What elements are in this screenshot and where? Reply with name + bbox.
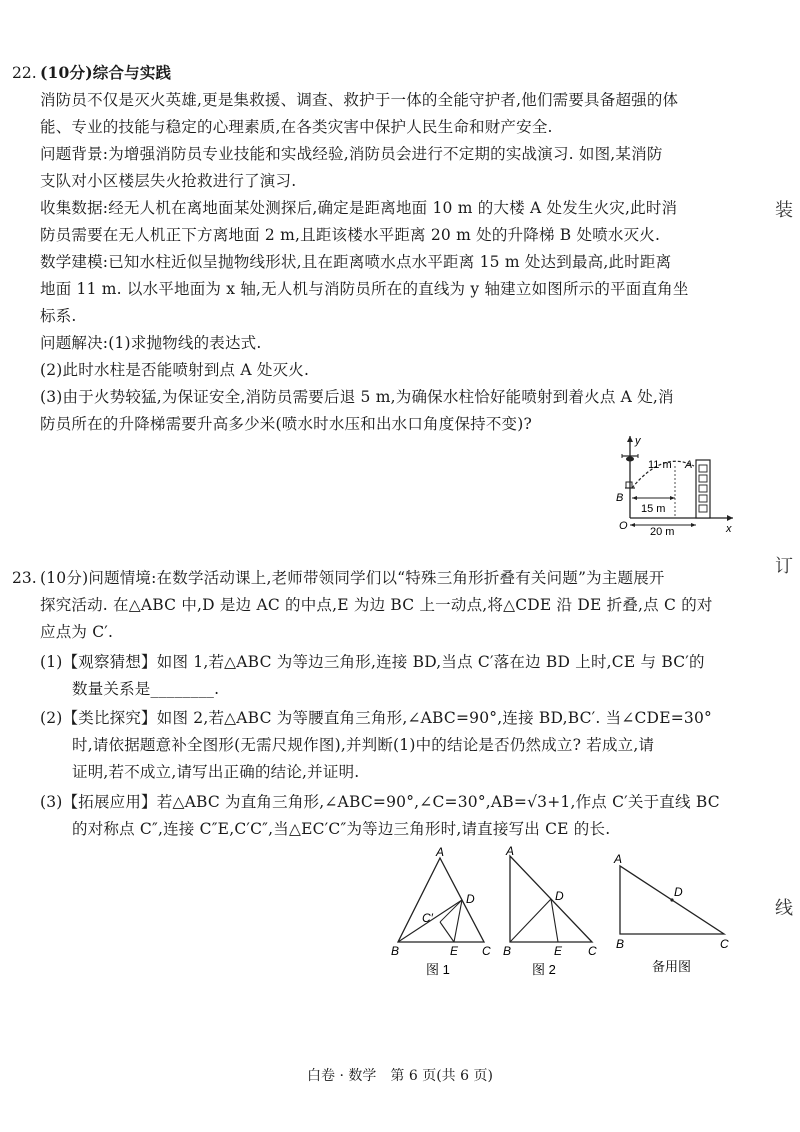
q22-number: 22. [12, 64, 37, 82]
q22-line-11: (2)此时水柱是否能喷射到点 A 处灭火. [40, 361, 310, 379]
q23-line-4: (1)【观察猜想】如图 1,若△ABC 为等边三角形,连接 BD,当点 C′落在边 BD 上时,CE 与 BC′的 [40, 653, 705, 671]
q22-line-1: 消防员不仅是灭火英雄,更是集救援、调查、救护于一体的全能守护者,他们需要具备超强的体 [40, 91, 679, 109]
fig1-label-d: D [466, 892, 475, 906]
q23-number: 23. [12, 569, 37, 587]
q23-figure-2 [500, 846, 606, 976]
q23-line-10: 的对称点 C″,连接 C″E,C′C″,当△EC′C″为等边三角形时,请直接写出 CE 的长. [72, 820, 611, 838]
q23-line-6: (2)【类比探究】如图 2,若△ABC 为等腰直角三角形,∠ABC=90°,连接 BD,BC′. 当∠CDE=30° [40, 709, 712, 727]
origin-label: O [619, 520, 628, 532]
point-b-label: B [616, 492, 624, 504]
q22-line-2: 能、专业的技能与稳定的心理素质,在各类灾害中保护人民生命和财产安全. [40, 118, 553, 136]
q22-figure [608, 432, 740, 536]
fig2-label-d: D [555, 889, 564, 903]
q23-line-9: (3)【拓展应用】若△ABC 为直角三角形,∠ABC=90°,∠C=30°,AB=√3+1,作点 C′关于直线 BC [40, 793, 720, 811]
q22-line-13: 防员所在的升降梯需要升高多少米(喷水时水压和出水口角度保持不变)? [40, 415, 533, 433]
fig2-caption: 图 2 [532, 962, 556, 976]
dim-20-arrow-left [630, 523, 635, 527]
fig1-caption: 图 1 [426, 962, 450, 976]
fig3-label-a: A [614, 852, 623, 866]
point-a-label: A [685, 459, 693, 471]
fig2-label-e: E [554, 944, 563, 958]
fig2-label-b: B [503, 944, 512, 958]
fig2-label-a: A [506, 846, 515, 858]
page-footer: 白卷 · 数学 第 6 页(共 6 页) [307, 1068, 493, 1084]
q22-line-6: 防员需要在无人机正下方离地面 2 m,且距该楼水平距离 20 m 处的升降梯 B 处喷水灭火. [40, 226, 661, 244]
fig1-label-e: E [450, 944, 459, 958]
q23-line-5: 数量关系是________. [72, 680, 220, 698]
dim-20-arrow-right [691, 523, 696, 527]
q23-line-3: 应点为 C′. [40, 623, 114, 641]
fig1-label-b: B [391, 944, 400, 958]
q23-line-1: (10分)问题情境:在数学活动课上,老师带领同学们以“特殊三角形折叠有关问题”为主题展开 [40, 569, 665, 587]
fig3-label-b: B [616, 937, 625, 951]
y-axis-arrow [627, 436, 633, 442]
q22-line-4: 支队对小区楼层失火抢救进行了演习. [40, 172, 297, 190]
margin-mark-top: 装 [772, 200, 793, 218]
dim-11m: 11 m [648, 459, 672, 471]
dim-15-arrow-right [670, 496, 675, 500]
q23-line-7: 时,请依据题意补全图形(无需尺规作图),并判断(1)中的结论是否仍然成立? 若成立,请 [72, 736, 655, 754]
q22-line-8: 地面 11 m. 以水平地面为 x 轴,无人机与消防员所在的直线为 y 轴建立如图所示的平面直角坐 [40, 280, 689, 298]
dim-15-arrow-left [632, 496, 637, 500]
q22-line-7: 数学建模:已知水柱近似呈抛物线形状,且在距离喷水点水平距离 15 m 处达到最高,此时距离 [40, 253, 672, 271]
q22-heading: (10分)综合与实践 [40, 63, 172, 82]
fig3-label-c: C [720, 937, 729, 951]
fig1-label-a: A [436, 846, 445, 859]
x-axis-label: x [726, 523, 732, 535]
q22-line-3: 问题背景:为增强消防员专业技能和实战经验,消防员会进行不定期的实战演习. 如图,某消防 [40, 145, 663, 163]
q22-line-9: 标系. [40, 307, 77, 325]
fig1-segment-c1e [440, 922, 454, 942]
q23-figure-spare [608, 846, 740, 976]
margin-mark-bottom: 线 [772, 898, 793, 916]
building [696, 460, 710, 518]
q22-line-5: 收集数据:经无人机在离地面某处测探后,确定是距离地面 10 m 的大楼 A 处发生火灾,此时消 [40, 199, 678, 217]
dim-15m: 15 m [641, 503, 666, 515]
x-axis-arrow [727, 515, 733, 521]
q22-line-12: (3)由于火势较猛,为保证安全,消防员需要后退 5 m,为确保水柱恰好能喷射到着火点 A 处,消 [40, 388, 674, 406]
fig3-label-d: D [674, 885, 683, 899]
fig2-label-c: C [588, 944, 597, 958]
fig2-segment-bd [510, 899, 551, 942]
margin-mark-middle: 订 [772, 556, 793, 574]
q23-line-8: 证明,若不成立,请写出正确的结论,并证明. [72, 763, 360, 781]
y-axis-label: y [635, 435, 641, 447]
q23-figure-1 [388, 846, 500, 976]
fig1-label-c-prime: C′ [422, 911, 433, 925]
q23-line-2: 探究活动. 在△ABC 中,D 是边 AC 的中点,E 为边 BC 上一动点,将△CDE 沿 DE 折叠,点 C 的对 [40, 596, 713, 614]
dim-20m: 20 m [650, 526, 675, 536]
fig3-caption: 备用图 [652, 959, 692, 974]
q22-line-10: 问题解决:(1)求抛物线的表达式. [40, 334, 262, 352]
fig1-label-c: C [482, 944, 491, 958]
